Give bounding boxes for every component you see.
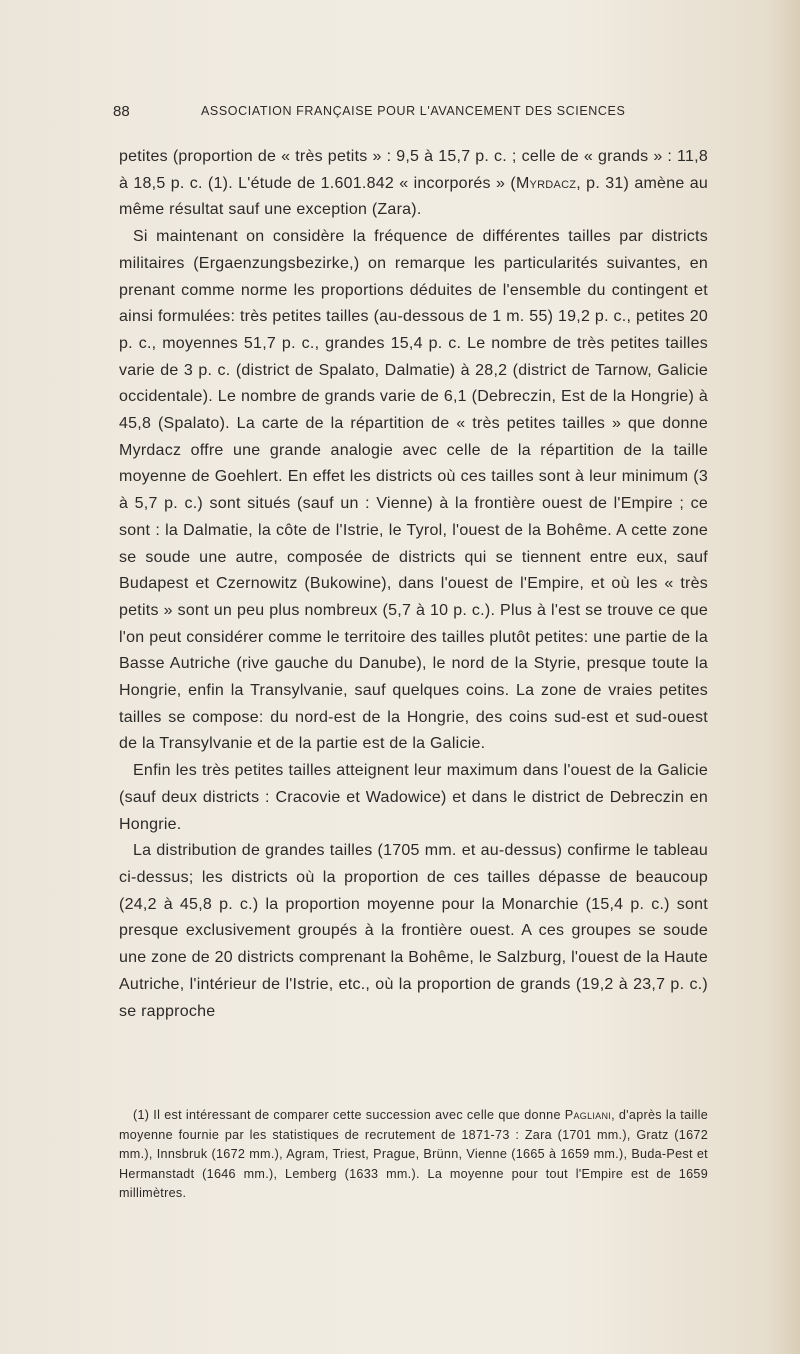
- author-name-myrdacz: Myrdacz: [515, 174, 577, 192]
- author-name-pagliani: Pagliani: [564, 1108, 612, 1122]
- footnote-1: [119, 1106, 708, 1204]
- paragraph-2: Si maintenant on considère la fréquence de différentes tailles par districts militaires (Ergaenzungsbezirke,) on remarque les particularités suivantes, en prenant comme norme les proportions déduites de l'ensemble du contingent et ainsi formulées: très petites tailles (au-dessous de 1 m. 55) 19,2 p. c., petites 20 p. c., moyennes 51,7 p. c., grandes 15,4 p. c. Le nombre de très petites tailles varie de 3 p. c. (district de Spalato, Dalmatie) à 28,2 (district de Tarnow, Galicie occidentale). Le nombre de grands varie de 6,1 (Debreczin, Est de la Hongrie) à 45,8 (Spalato). La carte de la répartition de « très petites tailles » que donne Myrdacz offre une grande analogie avec celle de la répartition de la taille moyenne de Goehlert. En effet les districts où ces tailles sont à leur minimum (3 à 5,7 p. c.) sont situés (sauf un : Vienne) à la frontière ouest de l'Empire ; ce sont : la Dalmatie, la côte de l'Istrie, le Tyrol, l'ouest de la Bohême. A cette zone se soude une autre, composée de districts qui se tiennent entre eux, sauf Budapest et Czernowitz (Bukowine), dans l'ouest de l'Empire, et où les « très petits » sont un peu plus nombreux (5,7 à 10 p. c.). Plus à l'est se trouve ce que l'on peut considérer comme le territoire des tailles plutôt petites: une partie de la Basse Autriche (rive gauche du Danube), le nord de la Styrie, presque toute la Hongrie, enfin la Transylvanie, sauf quelques coins. La zone de vraies petites tailles se compose: du nord-est de la Hongrie, des coins sud-est et sud-ouest de la Transylvanie et de la partie est de la Galicie.: [119, 228, 708, 753]
- page-number: 88: [113, 103, 130, 120]
- footnote-text-end: , d'après la taille moyenne fournie par les statistiques de recrutement de 1871-73 : Zara (1701 mm.), Gratz (1672 mm.), Innsbruk (1672 mm.), Agram, Triest, Prague, Brünn, Vienne (1665 à 1659 mm.), Buda-Pest et Hermanstadt (1646 mm.), Lemberg (1633 mm.). La moyenne pour tout l'Empire est de 1659 millimètres.: [119, 1108, 708, 1201]
- paragraph-1: [119, 144, 708, 224]
- paragraph-4: La distribution de grandes tailles (1705 mm. et au-dessus) confirme le tableau ci-dessus; les districts où la proportion de ces tailles dépasse de beaucoup (24,2 à 45,8 p. c.) la proportion moyenne pour la Monarchie (15,4 p. c.) sont presque exclusivement groupés à la frontière ouest. A ces groupes se soude une zone de 20 districts comprenant la Bohême, le Salzburg, l'ouest de la Haute Autriche, l'intérieur de l'Istrie, etc., où la proportion de grands (19,2 à 23,7 p. c.) se rapproche: [119, 842, 708, 1020]
- footnote-text-start: (1) Il est intéressant de comparer cette succession avec celle que donne: [133, 1108, 565, 1122]
- paragraph-1-text: petites (proportion de « très petits » : 9,5 à 15,7 p. c. ; celle de « grands » : 11,8 à 18,5 p. c. (1). L'étude de 1.601.842 « incorporés » (: [119, 148, 708, 192]
- paragraph-1-end: , p. 31) amène au même résultat sauf une exception (Zara).: [119, 174, 708, 219]
- footnote: [119, 1106, 708, 1204]
- running-title: ASSOCIATION FRANÇAISE POUR L'AVANCEMENT DES SCIENCES: [201, 104, 626, 118]
- main-text: [119, 144, 708, 1025]
- paragraph-3: Enfin les très petites tailles atteignent leur maximum dans l'ouest de la Galicie (sauf deux districts : Cracovie et Wadowice) et dans le district de Debreczin en Hongrie.: [119, 762, 708, 833]
